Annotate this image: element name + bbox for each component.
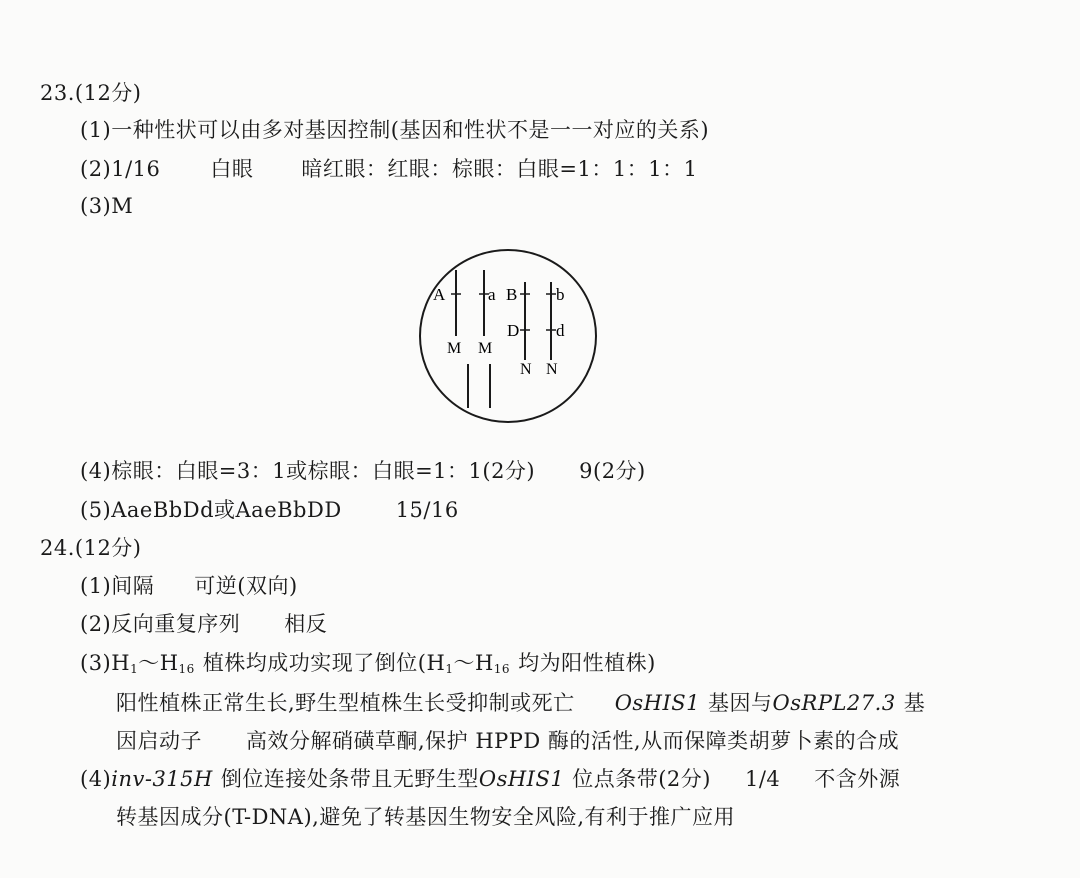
q24-3b-b: 基因与 bbox=[708, 691, 773, 715]
q24-answer-2-a: (2)反向重复序列 bbox=[80, 612, 241, 636]
q23-answer-1: (1)一种性状可以由多对基因控制(基因和性状不是一一对应的关系) bbox=[80, 118, 710, 142]
q24-3-sub-4: 16 bbox=[493, 662, 511, 676]
q24-4-gene: OsHIS1 bbox=[478, 767, 565, 791]
q24-answer-3 bbox=[80, 648, 656, 684]
label-D: D bbox=[507, 321, 520, 340]
q24-4-ratio: 1/4 bbox=[744, 767, 781, 791]
q24-4-text-2: 位点条带(2分) bbox=[572, 767, 711, 791]
q23-answer-4 bbox=[80, 456, 646, 486]
q24-answer-1 bbox=[80, 571, 298, 601]
q24-header: 24.(12分) bbox=[40, 536, 142, 560]
label-A: A bbox=[433, 285, 446, 304]
q23-answer-4-b: 9(2分) bbox=[579, 459, 646, 483]
q23-answer-2-a: 白眼 bbox=[210, 157, 254, 181]
q24-3-text-1: (3)H bbox=[80, 651, 131, 675]
label-M-1: M bbox=[447, 340, 462, 357]
q23-answer-5-a: (5)AaeBbDd或AaeBbDD bbox=[80, 498, 342, 522]
q24-3-text-2: ～H bbox=[138, 651, 179, 675]
cell-diagram bbox=[418, 248, 598, 426]
q24-3b-gene1: OsHIS1 bbox=[614, 691, 701, 715]
q24-answer-2-b: 相反 bbox=[284, 612, 328, 636]
q24-3-sub-1: 1 bbox=[130, 662, 139, 676]
q23-answer-3: (3)M bbox=[80, 194, 134, 218]
q24-answer-4-cont: 转基因成分(T-DNA),避免了转基因生物安全风险,有利于推广应用 bbox=[116, 805, 736, 829]
q24-3-text-3: 植株均成功实现了倒位(H bbox=[202, 651, 446, 675]
q24-4-prefix: (4) bbox=[80, 767, 112, 791]
label-N-1: N bbox=[520, 361, 532, 378]
q24-answer-1-b: 可逆(双向) bbox=[194, 574, 298, 598]
q24-answer-4 bbox=[80, 764, 900, 794]
q23-answer-2-num: (2)1/16 bbox=[80, 157, 161, 181]
q24-3c-a: 因启动子 bbox=[116, 729, 202, 753]
q24-answer-2 bbox=[80, 609, 327, 639]
q24-3-text-5: 均为阳性植株) bbox=[518, 651, 656, 675]
label-B: B bbox=[506, 285, 518, 304]
q23-answer-2 bbox=[80, 154, 697, 184]
q24-3-sub-3: 1 bbox=[445, 662, 454, 676]
q23-answer-5 bbox=[80, 495, 459, 525]
q24-4-tail: 不含外源 bbox=[814, 767, 901, 791]
q24-answer-3-cont2 bbox=[116, 726, 899, 756]
label-d: d bbox=[556, 321, 565, 340]
q24-4-inv: inv-315H bbox=[111, 767, 213, 791]
q23-header: 23.(12分) bbox=[40, 81, 142, 105]
q24-answer-1-a: (1)间隔 bbox=[80, 574, 155, 598]
label-a: a bbox=[488, 285, 496, 304]
q24-3-text-4: ～H bbox=[453, 651, 494, 675]
q23-answer-2-b: 暗红眼：红眼：棕眼：白眼=1：1：1：1 bbox=[301, 157, 698, 181]
q24-3b-a: 阳性植株正常生长,野生型植株生长受抑制或死亡 bbox=[116, 691, 575, 715]
q23-answer-5-b: 15/16 bbox=[395, 498, 459, 522]
q24-3c-b: 高效分解硝磺草酮,保护 HPPD 酶的活性,从而保障类胡萝卜素的合成 bbox=[246, 729, 900, 753]
q24-3-sub-2: 16 bbox=[178, 662, 195, 676]
q24-answer-3-cont bbox=[116, 688, 925, 718]
q24-3b-c: 基 bbox=[903, 691, 926, 715]
q24-4-text: 倒位连接处条带且无野生型 bbox=[220, 767, 479, 791]
q24-3b-gene2: OsRPL27.3 bbox=[772, 691, 896, 715]
label-M-2: M bbox=[478, 340, 493, 357]
label-N-2: N bbox=[546, 361, 558, 378]
q23-answer-4-a: (4)棕眼：白眼=3：1或棕眼：白眼=1：1(2分) bbox=[80, 459, 536, 483]
label-b: b bbox=[556, 285, 565, 304]
